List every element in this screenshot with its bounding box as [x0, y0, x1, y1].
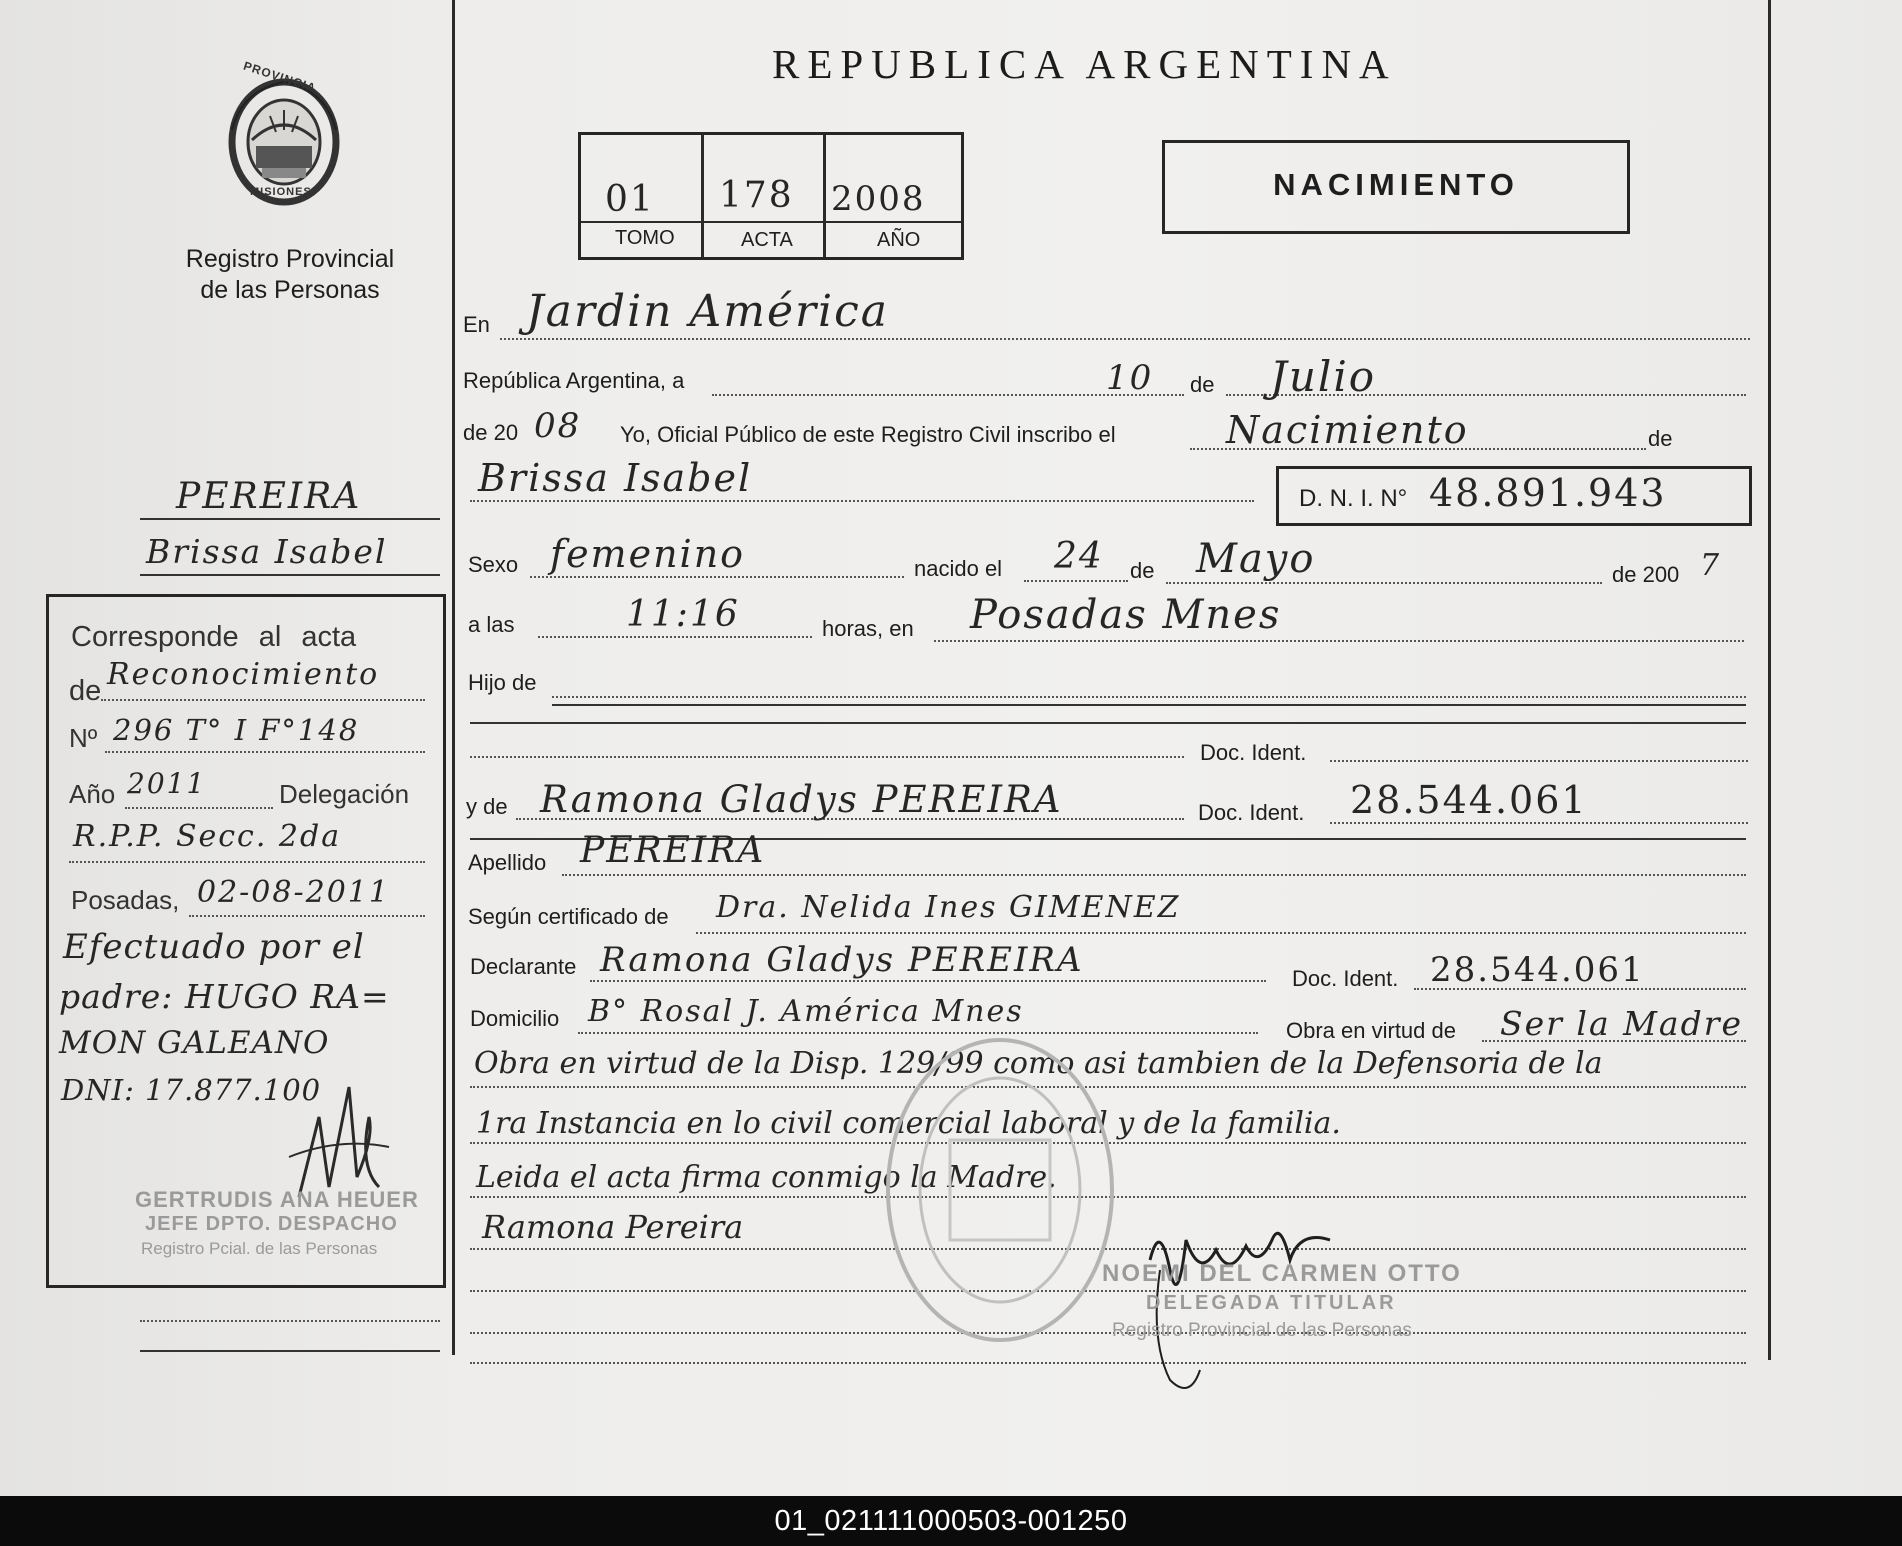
yde-label: y de — [466, 794, 508, 819]
note-delegacion-value: R.P.P. Secc. 2da — [73, 819, 342, 854]
seal-top-text: PROVINCIA — [241, 58, 318, 96]
note-handwriting-line4: DNI: 17.877.100 — [61, 1073, 322, 1107]
acta-value: 178 — [719, 175, 794, 216]
obra-label: Obra en virtud de — [1286, 1018, 1456, 1043]
obra-value: Ser la Madre — [1500, 1004, 1744, 1043]
page-title: REPUBLICA ARGENTINA — [772, 41, 1397, 87]
dni-label: D. N. I. N° — [1299, 485, 1408, 512]
margin-line — [140, 518, 440, 520]
form-line — [538, 636, 812, 638]
horas-label: horas, en — [822, 616, 914, 641]
observaciones-line1: Obra en virtud de la Disp. 129/99 como asi tambien de la Defensoria de la — [474, 1046, 1603, 1081]
stamp-line3: Registro Pcial. de las Personas — [141, 1239, 378, 1258]
doc-ident-label: Doc. Ident. — [1200, 740, 1307, 765]
note-line — [189, 915, 425, 917]
hora-value: 11:16 — [626, 594, 740, 635]
registry-name — [150, 244, 430, 306]
margin-line — [140, 1350, 440, 1352]
index-divider — [701, 135, 704, 257]
anio-value: 2008 — [831, 179, 926, 219]
hijo-label: Hijo de — [468, 670, 537, 695]
margin-line — [140, 574, 440, 576]
note-line — [69, 861, 425, 863]
note-delegacion-label: Delegación — [279, 779, 410, 809]
tomo-value: 01 — [605, 179, 655, 220]
registry-name-line2: de las Personas — [200, 276, 380, 304]
nac-dia-value: 24 — [1054, 536, 1104, 577]
oficial-label: Yo, Oficial Público de este Registro Civil inscribo el — [620, 422, 1116, 447]
margin-surname: PEREIRA — [176, 476, 362, 517]
declarante-doc-value: 28.544.061 — [1430, 950, 1645, 990]
tomo-label: TOMO — [615, 227, 675, 249]
note-de-label: de — [69, 675, 102, 707]
lugar-value: Posadas Mnes — [970, 592, 1282, 638]
record-index-box — [578, 132, 964, 260]
registry-round-stamp-icon — [880, 1030, 1120, 1350]
doc-ident-label: Doc. Ident. — [1292, 966, 1399, 991]
note-handwriting-line3: MON GALEANO — [59, 1025, 330, 1061]
apellido-value: PEREIRA — [580, 830, 766, 871]
de-label: de — [1190, 372, 1215, 397]
index-label-divider — [581, 221, 961, 223]
note-anio-value: 2011 — [127, 767, 207, 800]
official-stamp-line2: DELEGADA TITULAR — [1146, 1292, 1397, 1314]
acta-label: ACTA — [741, 229, 793, 251]
republica-label: República Argentina, a — [463, 368, 685, 393]
form-line — [552, 696, 1746, 698]
margin-note-box — [46, 594, 446, 1288]
official-stamp-line3: Registro Provincial de las Personas — [1112, 1320, 1412, 1341]
segun-label: Según certificado de — [468, 904, 669, 929]
note-line — [125, 807, 273, 809]
stamp-line2: JEFE DPTO. DESPACHO — [145, 1213, 398, 1235]
column-divider — [452, 0, 455, 1355]
form-line — [530, 576, 904, 578]
observaciones-line4: Ramona Pereira — [482, 1208, 744, 1246]
domicilio-label: Domicilio — [470, 1006, 560, 1031]
note-anio-label: Año — [69, 779, 116, 809]
note-numero-value: 296 T° I F°148 — [113, 713, 360, 747]
de200-label: de 200 — [1612, 562, 1680, 587]
file-id: 01_021111000503-001250 — [774, 1505, 1128, 1537]
apellido-label: Apellido — [468, 850, 547, 875]
en-value: Jardin América — [526, 286, 889, 337]
margin-given-names: Brissa Isabel — [146, 532, 388, 571]
form-line — [1024, 580, 1128, 582]
seal-bottom-text: MISIONES — [250, 186, 312, 198]
madre-value: Ramona Gladys PEREIRA — [540, 778, 1063, 821]
record-type: NACIMIENTO — [1273, 167, 1519, 202]
form-line — [470, 722, 1746, 724]
observaciones-line3: Leida el acta firma conmigo la Madre. — [476, 1160, 1057, 1195]
anio-value: 08 — [534, 406, 582, 446]
madre-doc-value: 28.544.061 — [1350, 778, 1588, 822]
form-line — [470, 500, 1254, 502]
sexo-label: Sexo — [468, 552, 519, 577]
declarante-value: Ramona Gladys PEREIRA — [600, 940, 1084, 980]
file-id-footer — [0, 1496, 1902, 1546]
form-line — [500, 338, 1750, 340]
mes-value: Julio — [1270, 352, 1377, 401]
note-line — [101, 699, 425, 701]
note-line — [105, 751, 425, 753]
registry-name-line1: Registro Provincial — [185, 245, 395, 273]
form-line — [696, 932, 1746, 934]
de20-label: de 20 — [463, 420, 519, 445]
dni-box — [1276, 466, 1752, 526]
form-line — [470, 1362, 1746, 1364]
anio-label: AÑO — [877, 229, 921, 251]
acto-value: Nacimiento — [1226, 408, 1469, 452]
nombre-value: Brissa Isabel — [478, 456, 753, 500]
stamp-line1: GERTRUDIS ANA HEUER — [135, 1187, 419, 1212]
en-label: En — [463, 312, 490, 337]
note-handwriting-line1: Efectuado por el — [63, 927, 365, 967]
form-line — [934, 640, 1744, 642]
note-posadas-label: Posadas, — [71, 885, 180, 915]
observaciones-line2: 1ra Instancia en lo civil comercial laboral y de la familia. — [476, 1106, 1341, 1141]
doc-ident-label: Doc. Ident. — [1198, 800, 1305, 825]
note-line1-label: Corresponde al acta — [71, 621, 357, 653]
index-divider — [823, 135, 826, 257]
form-line — [552, 704, 1746, 706]
right-border — [1768, 0, 1771, 1360]
certificado-value: Dra. Nelida Ines GIMENEZ — [716, 890, 1181, 925]
form-line — [590, 980, 1266, 982]
form-line — [1166, 582, 1602, 584]
record-type-box — [1162, 140, 1630, 234]
note-numero-label: Nº — [69, 723, 98, 753]
de-label3: de — [1130, 558, 1155, 583]
note-fecha-value: 02-08-2011 — [197, 875, 390, 910]
sexo-value: femenino — [550, 532, 746, 576]
nac-anio-value: 7 — [1700, 548, 1722, 583]
note-acta-type: Reconocimiento — [107, 657, 380, 692]
declarante-label: Declarante — [470, 954, 577, 979]
dni-value: 48.891.943 — [1429, 471, 1667, 515]
domicilio-value: B° Rosal J. América Mnes — [588, 994, 1024, 1029]
form-line — [1330, 822, 1748, 824]
alas-label: a las — [468, 612, 515, 637]
dia-value: 10 — [1106, 358, 1154, 398]
de-label2: de — [1648, 426, 1673, 451]
nac-mes-value: Mayo — [1196, 536, 1316, 582]
note-handwriting-line2: padre: HUGO RA= — [59, 977, 390, 1016]
nacido-label: nacido el — [914, 556, 1003, 581]
form-line — [1330, 760, 1748, 762]
official-stamp-line1: NOEMI DEL CARMEN OTTO — [1102, 1260, 1462, 1287]
form-line — [562, 874, 1746, 876]
form-line — [470, 756, 1184, 758]
margin-line — [140, 1320, 440, 1322]
